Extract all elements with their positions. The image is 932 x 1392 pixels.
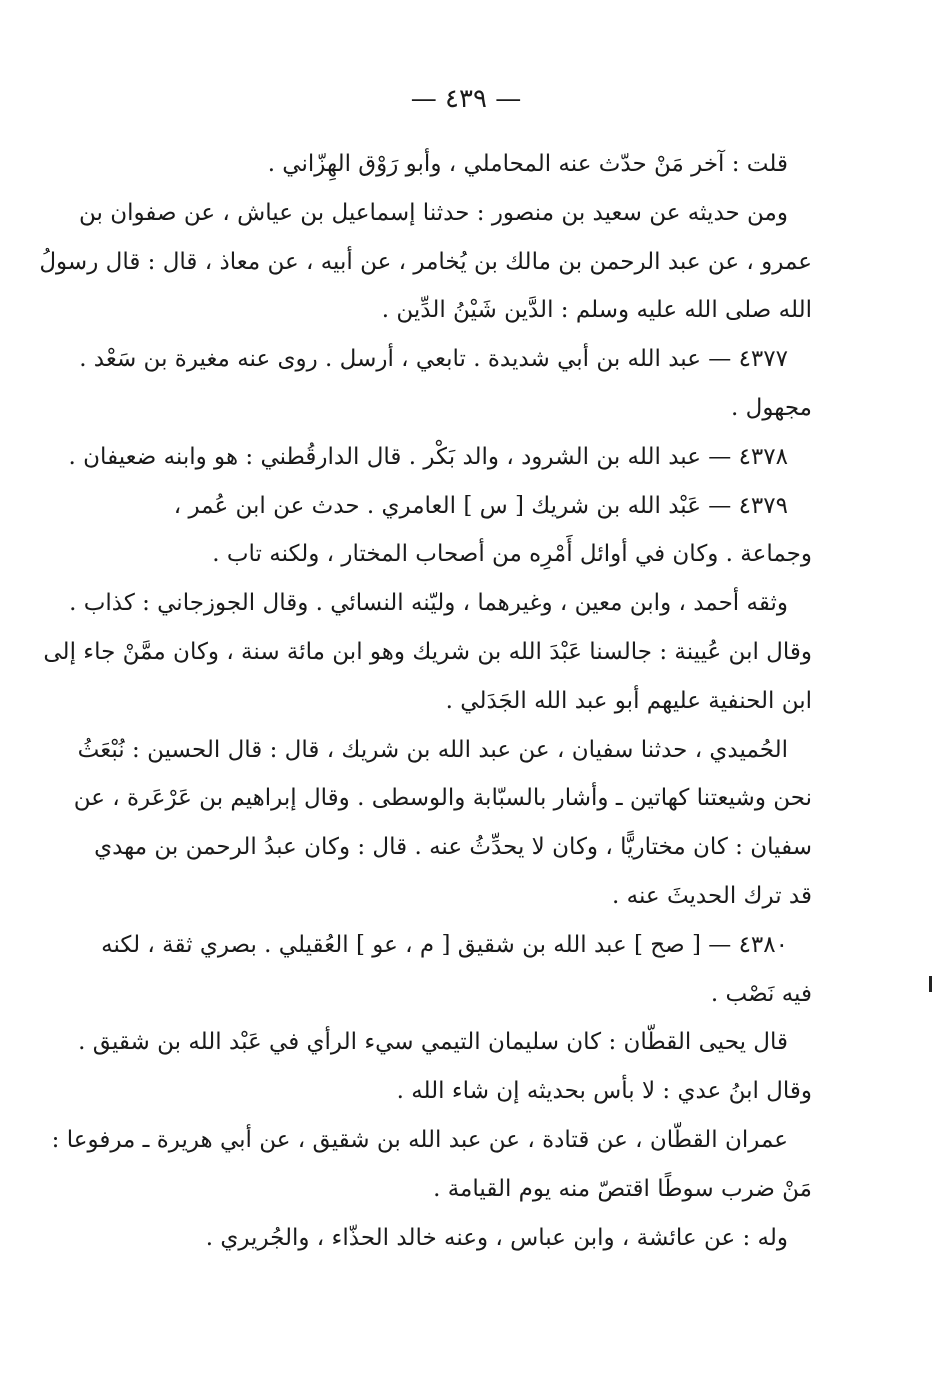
text-line: ٤٣٨٠ — [ صح ] عبد الله بن شقيق [ م ، عو ] العُقيلي . بصري ثقة ، لكنه [101,931,788,958]
text-line: ابن الحنفية عليهم أبو عبد الله الجَدَلي . [445,687,812,714]
page-number: — ٤٣٩ — [410,84,522,114]
text-line: ومن حديثه عن سعيد بن منصور : حدثنا إسماعيل بن عياش ، عن صفوان بن [79,199,788,226]
text-line: ٤٣٧٧ — عبد الله بن أبي شديدة . تابعي ، أرسل . روى عنه مغيرة بن سَعْد . [79,346,788,373]
text-line: وقال ابنُ عدي : لا بأس بحديثه إن شاء الله . [396,1078,812,1105]
text-line: ٤٣٧٨ — عبد الله بن الشرود ، والد بَكْر . قال الدارقُطني : هو وابنه ضعيفان . [68,443,788,470]
page-text [39,140,812,1262]
text-line: قلت : آخر مَنْ حدّث عنه المحاملي ، وأبو رَوْق الهِزّاني . [267,151,788,177]
text-line: قد ترك الحديثَ عنه . [612,882,812,909]
text-line: وقال ابن عُيينة : جالسنا عَبْدَ الله بن شريك وهو ابن مائة سنة ، وكان ممَّنْ جاء إلى [43,638,812,665]
text-line: عمران القطّان ، عن قتادة ، عن عبد الله بن شقيق ، عن أبي هريرة ـ مرفوعا : [51,1126,788,1153]
text-line: وله : عن عائشة ، وابن عباس ، وعنه خالد الحذّاء ، والجُريري . [205,1224,788,1251]
text-line: عمرو ، عن عبد الرحمن بن مالك بن يُخامر ، عن أبيه ، عن معاذ ، قال : قال رسولُ [39,248,812,275]
text-line: قال يحيى القطّان : كان سليمان التيمي سيء الرأي في عَبْد الله بن شقيق . [78,1029,788,1056]
text-line: الله صلى الله عليه وسلم : الدَّين شَيْنُ الدِّين . [381,297,812,324]
text-line: وجماعة . وكان في أوائل أَمْرِه من أصحاب المختار ، ولكنه تاب . [212,541,812,568]
text-line: فيه نَصْب . [710,980,812,1007]
text-line: وثقه أحمد ، وابن معين ، وغيرهما ، وليّنه النسائي . وقال الجوزجاني : كذاب . [69,590,788,617]
text-line: سفيان : كان مختاريًّا ، وكان لا يحدِّثُ عنه . قال : وكان عبدُ الرحمن بن مهدي [94,834,812,861]
text-line: مجهول . [731,394,812,421]
text-line: الحُميدي ، حدثنا سفيان ، عن عبد الله بن شريك ، قال : قال الحسين : نُبْعَثُ [77,736,788,763]
text-line: نحن وشيعتنا كهاتين ـ وأشار بالسبّابة والوسطى . وقال إبراهيم بن عَرْعَرة ، عن [73,785,812,812]
text-line: مَنْ ضرب سوطًا اقتصّ منه يوم القيامة . [433,1175,812,1202]
text-line: ٤٣٧٩ — عَبْد الله بن شريك [ س ] العامري . حدث عن ابن عُمر ، [173,492,788,519]
